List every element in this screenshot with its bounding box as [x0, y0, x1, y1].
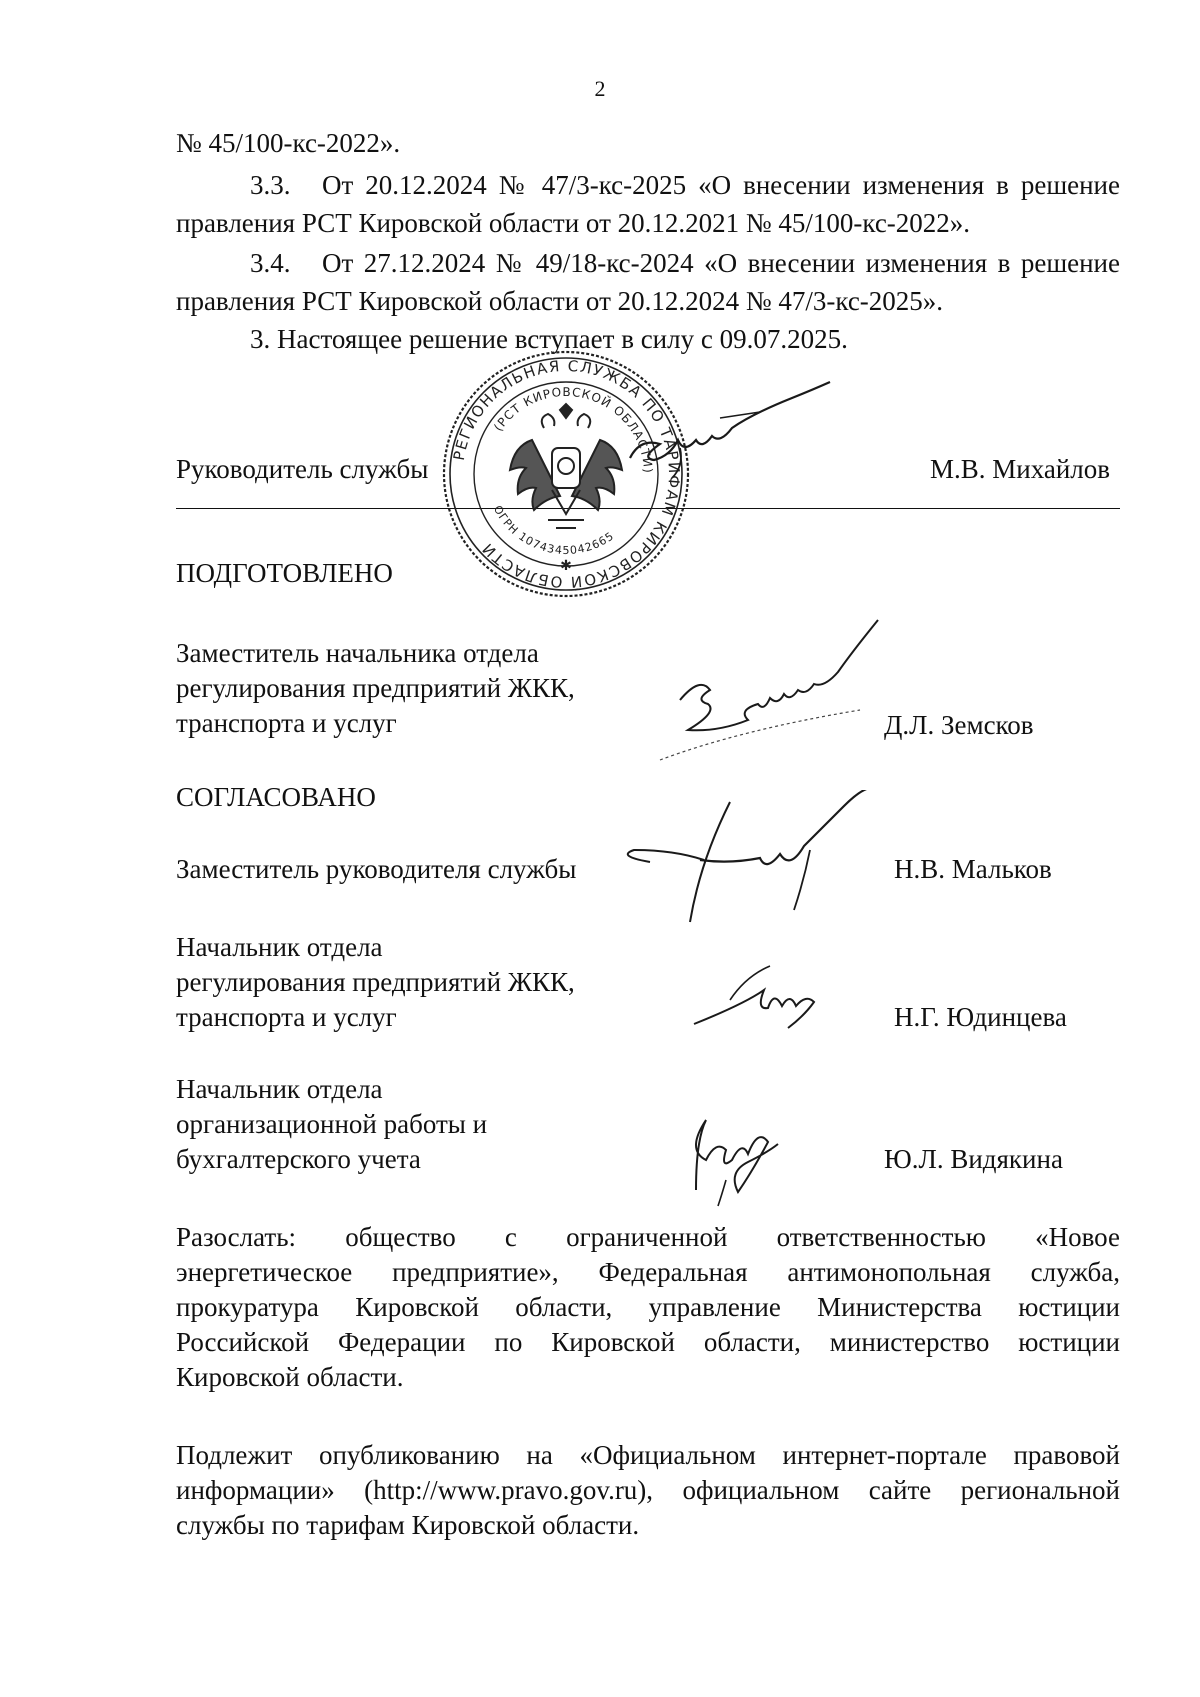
item-line: правления РСТ Кировской области от 20.12.2024 № 47/3-кс-2025». — [176, 286, 944, 316]
position-line: бухгалтерского учета — [176, 1144, 421, 1174]
signer-position — [176, 852, 576, 887]
agreed-heading: СОГЛАСОВАНО — [176, 782, 376, 812]
signer-signature — [690, 960, 860, 1040]
prepared-heading: ПОДГОТОВЛЕНО — [176, 558, 393, 588]
prepared-signature — [640, 610, 900, 770]
seal-ogrn-text: ОГРН 1074345042665 — [490, 503, 617, 558]
distribution-line: прокуратура Кировской области, управление Министерства юстиции — [176, 1292, 1120, 1322]
head-name: М.В. Михайлов — [930, 454, 1111, 484]
eagle-emblem-icon — [510, 404, 622, 528]
distribution-line: Кировской области. — [176, 1362, 404, 1392]
position-line: регулирования предприятий ЖКК, — [176, 673, 575, 703]
item-number: 3.4. — [250, 248, 291, 278]
position-line: организационной работы и — [176, 1109, 488, 1139]
item-line: От 20.12.2024 № 47/3-кс-2025 «О внесении изменения в решение — [322, 170, 1120, 200]
seal-inner-text: (РСТ КИРОВСКОЙ ОБЛАСТИ) — [491, 384, 656, 475]
distribution-paragraph — [176, 1220, 1120, 1395]
prepared-name: Д.Л. Земсков — [884, 710, 1034, 740]
seal-star-icon: ✱ — [560, 558, 572, 574]
page-number: 2 — [594, 76, 606, 101]
seal-outer-text: РЕГИОНАЛЬНАЯ СЛУЖБА ПО ТАРИФАМ КИРОВСКОЙ ОБЛАСТИ — [449, 356, 684, 592]
item-line: правления РСТ Кировской области от 20.12.2021 № 45/100-кс-2022». — [176, 208, 971, 238]
signer-position — [176, 1072, 487, 1177]
position-line: Начальник отдела — [176, 932, 383, 962]
continuation-line: № 45/100-кс-2022». — [176, 128, 401, 158]
item-text — [322, 246, 1120, 281]
position-line: Начальник отдела — [176, 1074, 383, 1104]
signer-signature — [676, 1100, 796, 1210]
signer-signature — [610, 790, 900, 940]
publication-line: службы по тарифам Кировской области. — [176, 1510, 640, 1540]
publication-paragraph — [176, 1438, 1120, 1543]
distribution-line: Разослать: общество с ограниченной ответственностью «Новое — [176, 1222, 1120, 1252]
effective-clause: 3. Настоящее решение вступает в силу с 09.07.2025. — [250, 324, 848, 354]
position-line: транспорта и услуг — [176, 1002, 397, 1032]
signer-name: Н.В. Мальков — [894, 854, 1052, 884]
publication-line: информации» (http://www.pravo.gov.ru), официальном сайте региональной — [176, 1475, 1120, 1505]
head-signature — [620, 378, 850, 488]
position-line: Заместитель начальника отдела — [176, 638, 539, 668]
item-text — [322, 168, 1120, 203]
distribution-line: энергетическое предприятие», Федеральная антимонопольная служба, — [176, 1257, 1120, 1287]
signer-position — [176, 930, 575, 1035]
distribution-line: Российской Федерации по Кировской области, министерство юстиции — [176, 1327, 1120, 1357]
item-line: От 27.12.2024 № 49/18-кс-2024 «О внесении изменения в решение — [322, 248, 1120, 278]
prepared-position — [176, 636, 575, 741]
position-line: регулирования предприятий ЖКК, — [176, 967, 575, 997]
position-line: Заместитель руководителя службы — [176, 854, 577, 884]
publication-line: Подлежит опубликованию на «Официальном интернет-портале правовой — [176, 1440, 1120, 1470]
svg-text:ОГРН 1074345042665 — [491, 503, 617, 557]
head-position: Руководитель службы — [176, 454, 429, 484]
position-line: транспорта и услуг — [176, 708, 397, 738]
signer-name: Н.Г. Юдинцева — [894, 1002, 1067, 1032]
signer-name: Ю.Л. Видякина — [884, 1144, 1063, 1174]
item-number: 3.3. — [250, 170, 291, 200]
